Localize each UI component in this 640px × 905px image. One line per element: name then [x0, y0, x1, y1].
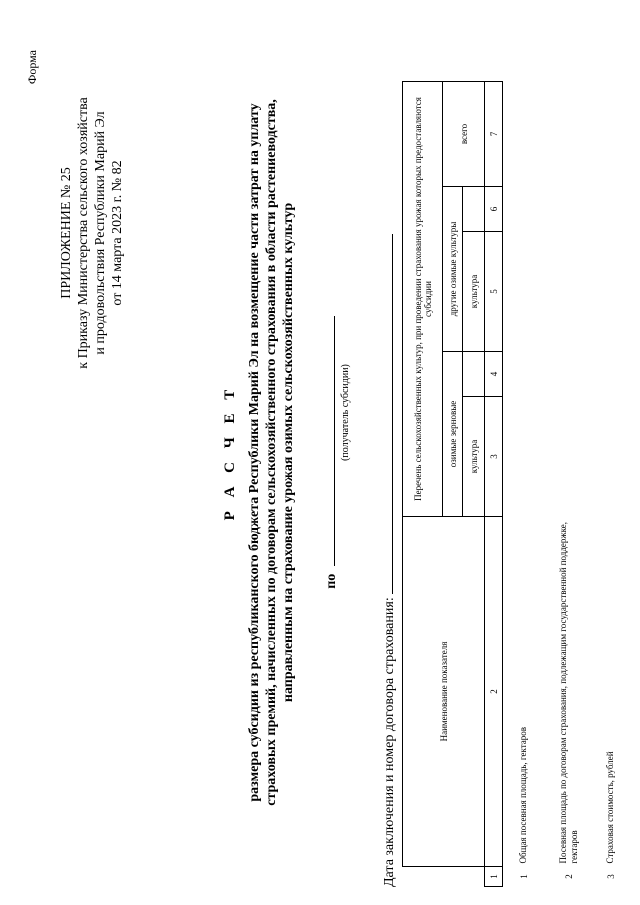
other-winter-header: другие озимые культуры	[443, 187, 463, 352]
calculation-table	[402, 81, 629, 887]
table-row	[593, 82, 629, 887]
data-cell[interactable]	[503, 232, 545, 352]
col-number: 4	[485, 352, 503, 397]
col-number: 2	[485, 517, 503, 867]
col-number: 7	[485, 82, 503, 187]
form-label: Форма	[25, 50, 39, 85]
other-winter-culture-header: культура	[463, 232, 485, 352]
row-number: 3	[605, 874, 616, 879]
crops-header: Перечень сельскохозяйственных культур, при проведении страхования урожая которых предоставляются субсидии	[403, 82, 443, 517]
document-heading	[246, 60, 297, 845]
appendix-header	[58, 18, 126, 448]
data-cell[interactable]	[593, 352, 629, 397]
column-number-row	[485, 82, 503, 887]
row-label: Общая посевная площадь, гектаров	[518, 726, 529, 864]
contract-date-row	[380, 234, 398, 887]
heading-line-3: направленным на страхование урожая озимых сельскохозяйственных культур	[281, 202, 296, 703]
col-number: 5	[485, 232, 503, 352]
data-cell[interactable]	[545, 397, 593, 517]
po-label: по	[324, 573, 339, 589]
col-number: 6	[485, 187, 503, 232]
contract-date-label: Дата заключения и номер договора страхования:	[382, 597, 397, 887]
data-cell[interactable]	[545, 232, 593, 352]
table-corner	[403, 867, 485, 887]
appendix-order-line: к Приказу Министерства сельского хозяйства	[76, 97, 91, 369]
data-cell[interactable]	[503, 397, 545, 517]
col-name-header: Наименование показателя	[403, 517, 485, 867]
row-label: Страховая стоимость, рублей	[605, 751, 615, 864]
data-cell[interactable]	[593, 187, 629, 232]
data-cell[interactable]	[503, 187, 545, 232]
row-number: 2	[563, 874, 574, 879]
table-row	[545, 82, 593, 887]
other-winter-empty-header	[463, 187, 485, 232]
data-cell[interactable]	[545, 82, 593, 187]
winter-grain-culture-header: культура	[463, 397, 485, 517]
contract-date-fill-line[interactable]	[380, 234, 393, 594]
heading-line-1: размера субсидии из республиканского бюджета Республики Марий Эл на возмещение части затрат на уплату	[247, 103, 262, 802]
recipient-line	[322, 0, 340, 905]
col-number: 3	[485, 397, 503, 517]
total-header: всего	[443, 82, 485, 187]
data-cell[interactable]	[545, 352, 593, 397]
data-cell[interactable]	[503, 82, 545, 187]
recipient-fill-line[interactable]	[322, 316, 335, 566]
appendix-number: ПРИЛОЖЕНИЕ № 25	[59, 167, 74, 299]
recipient-caption: (получатель субсидии)	[340, 364, 351, 461]
data-cell[interactable]	[545, 187, 593, 232]
document-title: Р А С Ч Е Т	[222, 384, 238, 521]
col-number: 1	[485, 867, 503, 887]
data-cell[interactable]	[593, 82, 629, 187]
data-cell[interactable]	[503, 352, 545, 397]
row-number: 1	[518, 874, 529, 879]
row-label: Посевная площадь по договорам страхования, подлежащим государственной поддержке, гектаров	[557, 521, 579, 864]
appendix-ministry-line: и продовольствия Республики Марий Эл	[93, 111, 108, 355]
heading-line-2: страховых премий, начисленных по договорам сельскохозяйственного страхования в области растениеводства,	[264, 99, 279, 806]
table-row	[503, 82, 545, 887]
winter-grain-empty-header	[463, 352, 485, 397]
data-cell[interactable]	[593, 232, 629, 352]
winter-grain-header: озимые зерновые	[443, 352, 463, 517]
appendix-date-line: от 14 марта 2023 г. № 82	[110, 160, 125, 306]
data-cell[interactable]	[593, 397, 629, 517]
